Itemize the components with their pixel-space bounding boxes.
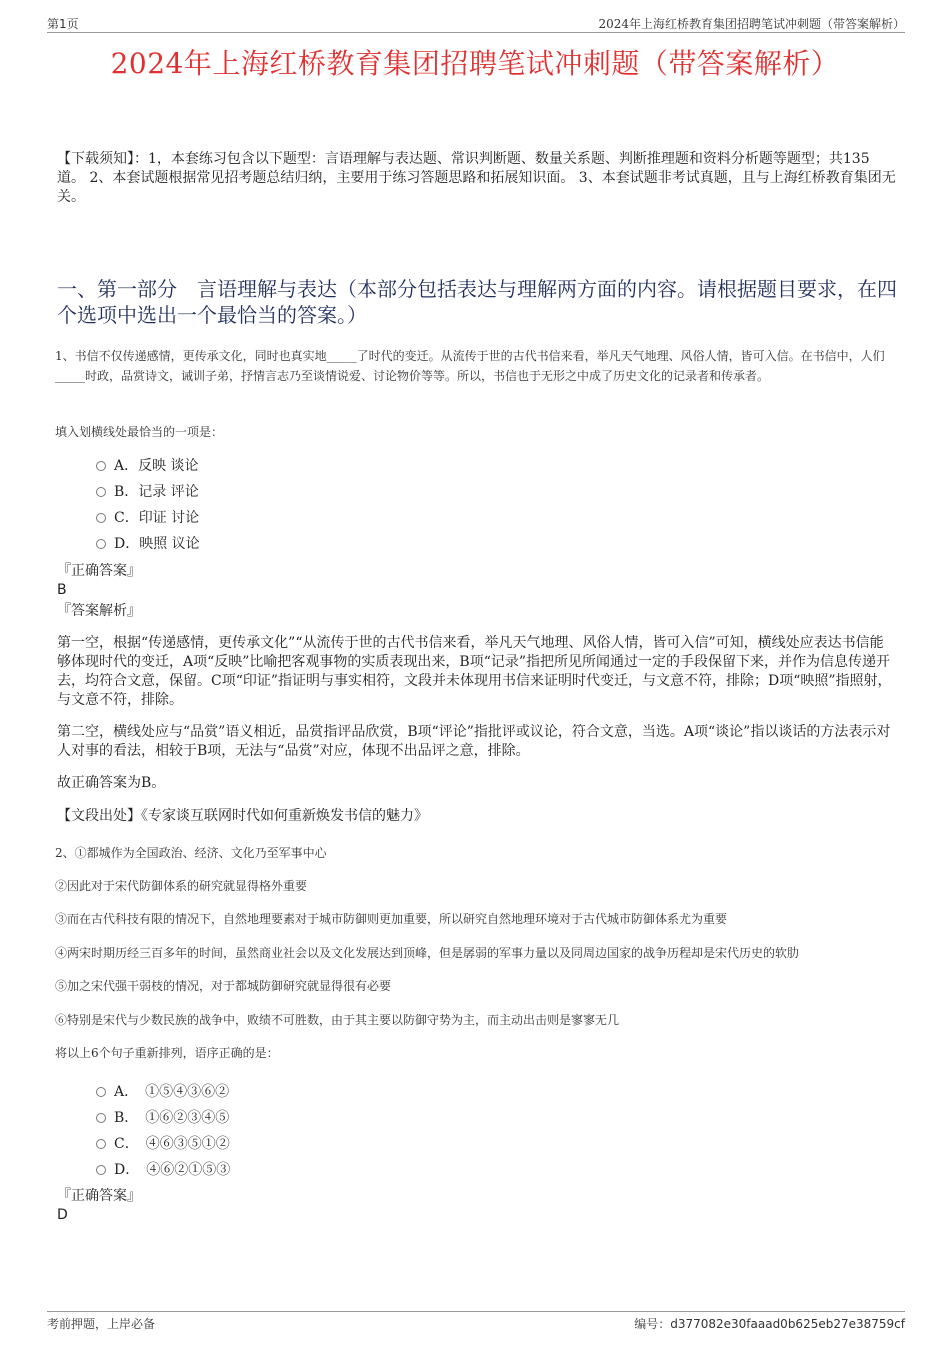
option-label: A．反映 谈论 bbox=[114, 458, 199, 474]
radio-icon[interactable] bbox=[96, 1139, 106, 1149]
option-label: C． ④⑥③⑤①② bbox=[114, 1136, 230, 1152]
header-doc-title: 2024年上海红桥教育集团招聘笔试冲刺题（带答案解析） bbox=[598, 17, 905, 31]
question-1-text: 1、书信不仅传递感情，更传承文化，同时也真实地_____了时代的变迁。从流传于世的古代书信来看，举凡天气地理、风俗人情，皆可入信。在书信中，人们_____时政，品赏诗文，诫训子弟，抒情言志乃至谈情说爱、讨论物价等等。所以，书信也于无形之中成了历史文化的记录者和传承者。 bbox=[55, 349, 885, 383]
question-1-prompt: 填入划横线处最恰当的一项是： bbox=[55, 425, 224, 439]
question-1-analysis-heading: 『答案解析』 bbox=[57, 603, 141, 619]
question-2-answer-heading: 『正确答案』 bbox=[57, 1188, 141, 1204]
question-2-line-3: ③而在古代科技有限的情况下，自然地理要素对于城市防御则更加重要，所以研究自然地理环境对于古代城市防御体系尤为重要 bbox=[55, 912, 728, 926]
question-1-answer: B bbox=[57, 582, 67, 598]
question-2-line-4: ④两宋时期历经三百多年的时间，虽然商业社会以及文化发展达到顶峰，但是孱弱的军事力量以及同周边国家的战争历程却是宋代历史的软肋 bbox=[55, 946, 800, 960]
page-number: 第1页 bbox=[47, 17, 79, 31]
question-2-answer: D bbox=[57, 1207, 68, 1223]
question-2-line-6: ⑥特别是宋代与少数民族的战争中，败绩不可胜数，由于其主要以防御守势为主，而主动出击则是寥寥无几 bbox=[55, 1013, 620, 1027]
question-2-line-5: ⑤加之宋代强干弱枝的情况，对于都城防御研究就显得很有必要 bbox=[55, 979, 392, 993]
page-footer bbox=[47, 1311, 905, 1332]
radio-icon[interactable] bbox=[96, 513, 106, 523]
option-label: B．记录 评论 bbox=[114, 484, 199, 500]
option-label: C．印证 讨论 bbox=[114, 510, 200, 526]
analysis-paragraph-2: 第二空，横线处应与“品赏”语义相近，品赏指评品欣赏，B项“评论”指批评或议论，符合文意，当选。A项“谈论”指以谈话的方法表示对人对事的看法，相较于B项，无法与“品赏”对应，体现不出品评之意，排除。 bbox=[57, 724, 891, 759]
footer-code-value: d377082e30faaad0b625eb27e38759cf bbox=[670, 1317, 905, 1331]
option-label: B． ①⑥②③④⑤ bbox=[114, 1110, 230, 1126]
footer-slogan: 考前押题，上岸必备 bbox=[47, 1317, 156, 1331]
option-label: D． ④⑥②①⑤③ bbox=[114, 1162, 231, 1178]
option-label: D．映照 议论 bbox=[114, 536, 200, 552]
radio-icon[interactable] bbox=[96, 487, 106, 497]
footer-code-label: 编号： bbox=[634, 1317, 671, 1331]
radio-icon[interactable] bbox=[96, 539, 106, 549]
document-title: 2024年上海红桥教育集团招聘笔试冲刺题（带答案解析） bbox=[110, 47, 840, 80]
question-1-answer-heading: 『正确答案』 bbox=[57, 563, 141, 579]
question-2-line-2: ②因此对于宋代防御体系的研究就显得格外重要 bbox=[55, 879, 308, 893]
radio-icon[interactable] bbox=[96, 1113, 106, 1123]
question-2-prompt: 将以上6个句子重新排列，语序正确的是： bbox=[55, 1046, 279, 1060]
option-label: A． ①⑤④③⑥② bbox=[114, 1084, 230, 1100]
page-header bbox=[47, 14, 905, 33]
passage-source: 【文段出处】《专家谈互联网时代如何重新焕发书信的魅力》 bbox=[57, 808, 428, 824]
radio-icon[interactable] bbox=[96, 461, 106, 471]
analysis-conclusion: 故正确答案为B。 bbox=[57, 775, 166, 791]
question-2-line-1: 2、①都城作为全国政治、经济、文化乃至军事中心 bbox=[55, 846, 327, 860]
analysis-paragraph-1: 第一空，根据“传递感情，更传承文化”“从流传于世的古代书信来看，举凡天气地理、风俗人情，皆可入信”可知，横线处应表达书信能够体现时代的变迁，A项“反映”比喻把客观事物的实质表现出来，B项“记录”指把所见所闻通过一定的手段保留下来，并作为信息传递开去，均符合文意，保留。C项“印证”指证明与事实相符，文段并未体现用书信来证明时代变迁，与文意不符，排除；D项“映照”指照射，与文意不符，排除。 bbox=[57, 635, 892, 708]
radio-icon[interactable] bbox=[96, 1165, 106, 1175]
download-notice: 【下载须知】：1，本套练习包含以下题型：言语理解与表达题、常识判断题、数量关系题、判断推理题和资料分析题等题型；共135道。 2、本套试题根据常见招考题总结归纳，主要用于练习答题思路和拓展知识面。 3、本套试题非考试真题，且与上海红桥教育集团无关。 bbox=[57, 151, 896, 205]
section-heading: 一、第一部分 言语理解与表达（本部分包括表达与理解两方面的内容。请根据题目要求，在四个选项中选出一个最恰当的答案。） bbox=[57, 277, 897, 327]
footer-code bbox=[634, 1315, 905, 1332]
radio-icon[interactable] bbox=[96, 1087, 106, 1097]
